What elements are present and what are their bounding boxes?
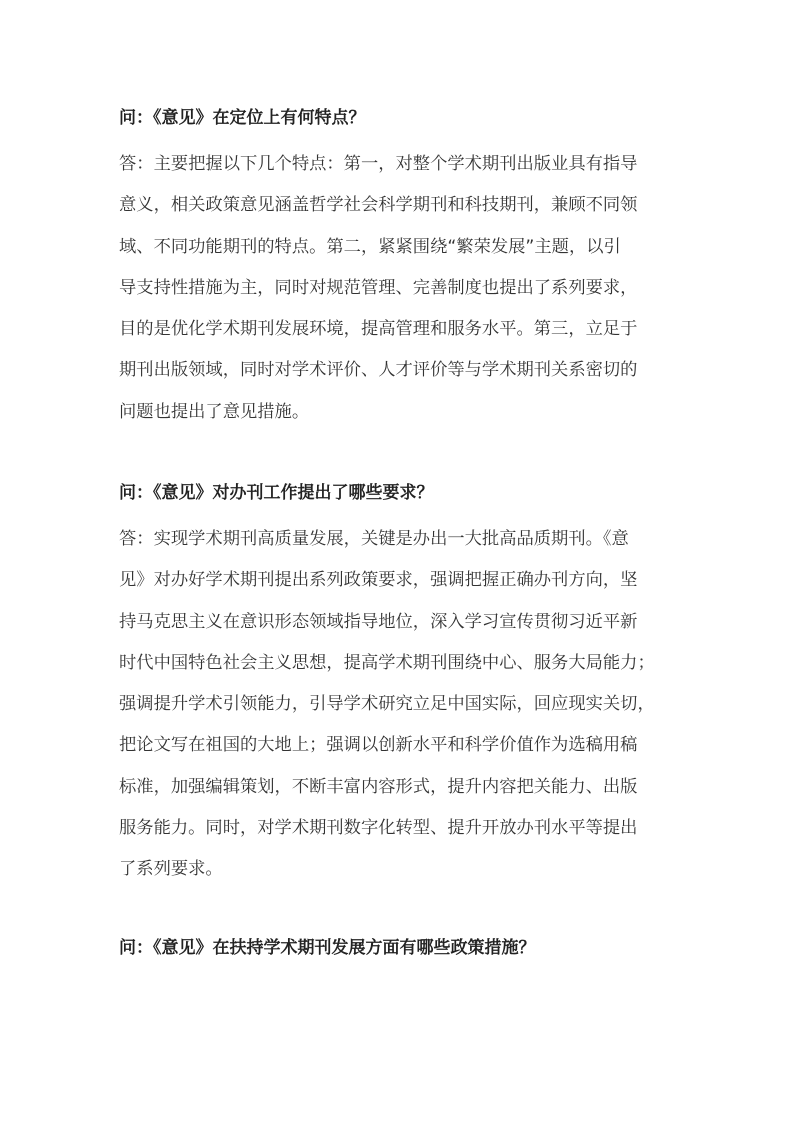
answer-line: 期刊出版领域，同时对学术评价、人才评价等与学术期刊关系密切的 [119,360,638,381]
answer-line: 服务能力。同时，对学术期刊数字化转型、提升开放办刊水平等提出 [119,818,638,839]
answer-line: 时代中国特色社会主义思想，提高学术期刊围绕中心、服务大局能力； [119,652,655,673]
question-heading: 问：《意见》对办刊工作提出了哪些要求？ [119,483,434,503]
answer-line: 导支持性措施为主，同时对规范管理、完善制度也提出了系列要求， [119,277,638,298]
answer-line: 标准，加强编辑策划，不断丰富内容形式，提升内容把关能力、出版 [119,776,638,797]
answer-line: 答：实现学术期刊高质量发展，关键是办出一大批高品质期刊。《意 [119,529,629,549]
qa-section-positioning [119,108,679,433]
answer-line: 把论文写在祖国的大地上；强调以创新水平和科学价值作为选稿用稿 [119,735,638,756]
answer-line: 见》对办好学术期刊提出系列政策要求，强调把握正确办刊方向，坚 [119,570,638,591]
answer-paragraph [119,144,679,433]
answer-line: 目的是优化学术期刊发展环境，提高管理和服务水平。第三，立足于 [119,319,638,340]
question-heading: 问：《意见》在扶持学术期刊发展方面有哪些政策措施？ [119,938,536,958]
qa-section-requirements [119,483,679,891]
answer-line: 意义，相关政策意见涵盖哲学社会科学期刊和科技期刊，兼顾不同领 [119,195,638,216]
question-heading: 问：《意见》在定位上有何特点？ [119,108,366,128]
answer-line: 域、不同功能期刊的特点。第二，紧紧围绕“繁荣发展”主题，以引 [119,236,621,257]
answer-line: 问题也提出了意见措施。 [119,401,310,422]
qa-section-support-measures [119,938,679,958]
answer-paragraph [119,519,679,891]
answer-line: 答：主要把握以下几个特点：第一，对整个学术期刊出版业具有指导 [119,154,638,174]
answer-line: 持马克思主义在意识形态领域指导地位，深入学习宣传贯彻习近平新 [119,611,638,632]
answer-line: 了系列要求。 [119,859,223,880]
answer-line: 强调提升学术引领能力，引导学术研究立足中国实际，回应现实关切， [119,694,655,715]
